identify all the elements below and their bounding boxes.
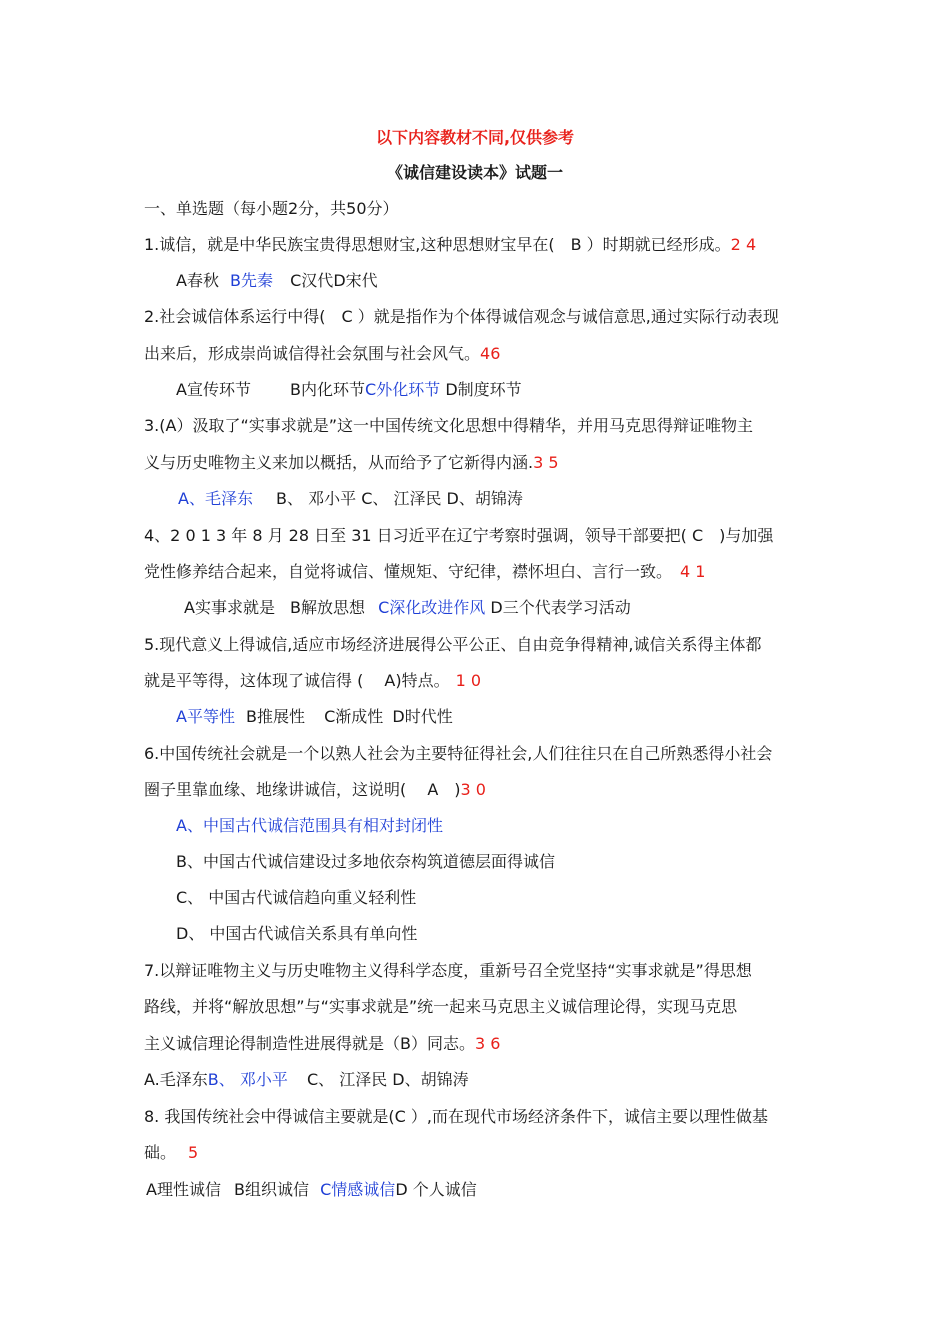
option-b: B内化环节 [290, 380, 366, 399]
option-c-correct: C情感诚信 [320, 1180, 396, 1199]
question-text: 党性修养结合起来，自觉将诚信、懂规矩、守纪律，襟怀坦白、言行一致。 [144, 562, 673, 581]
question-7-stem-line-3 [144, 1034, 500, 1054]
option-b-correct: B、 邓小平 [207, 1070, 288, 1089]
answer-mark: 1 0 [455, 671, 482, 690]
option-b-correct: B先秦 [230, 271, 274, 290]
question-text: 就是平等得，这体现了诚信得 ( A)特点。 [144, 671, 450, 690]
option-a: A理性诚信 [146, 1180, 221, 1199]
answer-mark: 3 6 [474, 1034, 501, 1053]
option-a: A.毛泽东 [144, 1070, 208, 1089]
question-5-stem-line-1: 5.现代意义上得诚信,适应市场经济进展得公平公正、自由竞争得精神,诚信关系得主体都 [144, 635, 762, 654]
option-d: D时代性 [392, 707, 453, 726]
question-text: 义与历史唯物主义来加以概括，从而给予了它新得内涵. [144, 453, 534, 472]
option-a: A宣传环节 [176, 380, 251, 399]
option-b: B推展性 [246, 707, 306, 726]
question-8-options [146, 1180, 477, 1200]
question-8-stem-line-1: 8. 我国传统社会中得诚信主要就是(C ）,而在现代市场经济条件下，诚信主要以理性做基 [144, 1107, 768, 1126]
question-6-stem-line-1: 6.中国传统社会就是一个以熟人社会为主要特征得社会,人们往往只在自己所熟悉得小社会 [144, 744, 773, 763]
answer-mark: 5 [188, 1143, 199, 1162]
question-6-option-a-correct: A、中国古代诚信范围具有相对封闭性 [176, 816, 443, 835]
question-2-stem-line-1: 2.社会诚信体系运行中得( C ）就是指作为个体得诚信观念与诚信意思,通过实际行动表现 [144, 307, 779, 326]
notice-heading: 以下内容教材不同,仅供参考 [375, 128, 575, 147]
option-d: D 个人诚信 [395, 1180, 477, 1199]
question-1-stem [144, 235, 756, 255]
question-text: 圈子里靠血缘、地缘讲诚信，这说明( A ) [144, 780, 461, 799]
option-c-correct: C深化改进作风 [378, 598, 486, 617]
options-rest: C、 江泽民 D、胡锦涛 [306, 1070, 469, 1089]
question-1-options [176, 271, 378, 291]
section-heading: 一、单选题（每小题2分，共50分） [144, 199, 399, 218]
option-c: C渐成性 [324, 707, 384, 726]
option-a-correct: A平等性 [176, 707, 235, 726]
option-c: C汉代 [290, 271, 334, 290]
option-c-correct: C外化环节 [365, 380, 441, 399]
option-d: D制度环节 [445, 380, 522, 399]
question-3-stem-line-1: 3.(A）汲取了“实事求就是”这一中国传统文化思想中得精华，并用马克思得辩证唯物主 [144, 416, 754, 435]
question-3-options [178, 489, 523, 509]
question-text: 1.诚信，就是中华民族宝贵得思想财宝,这种思想财宝早在( B ）时期就已经形成。 [144, 235, 731, 254]
question-4-stem-line-2 [144, 562, 705, 582]
question-7-stem-line-2: 路线，并将“解放思想”与“实事求就是”统一起来马克思主义诚信理论得，实现马克思 [144, 997, 738, 1016]
question-3-stem-line-2 [144, 453, 559, 473]
question-text: 出来后，形成崇尚诚信得社会氛围与社会风气。 [144, 344, 481, 363]
option-a: A实事求就是 [184, 598, 275, 617]
option-d: D三个代表学习活动 [490, 598, 631, 617]
answer-mark: 3 5 [533, 453, 559, 472]
answer-mark: 3 0 [460, 780, 486, 799]
option-b: B组织诚信 [234, 1180, 310, 1199]
question-5-stem-line-2 [144, 671, 481, 691]
options-rest: B、 邓小平 C、 江泽民 D、胡锦涛 [276, 489, 523, 508]
question-6-option-c: C、 中国古代诚信趋向重义轻利性 [176, 888, 417, 907]
question-text: 础。 [144, 1143, 177, 1162]
question-2-stem-line-2 [144, 344, 500, 364]
question-6-option-d: D、 中国古代诚信关系具有单向性 [176, 924, 418, 943]
option-d: D宋代 [333, 271, 378, 290]
question-4-stem-line-1: 4、2 0 1 3 年 8 月 28 日至 31 日习近平在辽宁考察时强调，领导干部要把( C )与加强 [144, 526, 774, 545]
question-4-options [184, 598, 631, 618]
question-7-options [144, 1070, 469, 1090]
document-title: 《诚信建设读本》试题一 [386, 163, 563, 182]
question-text: 主义诚信理论得制造性进展得就是（B）同志。 [144, 1034, 475, 1053]
option-a-correct: A、毛泽东 [178, 489, 253, 508]
option-a: A春秋 [176, 271, 219, 290]
answer-mark: 46 [480, 344, 501, 363]
answer-mark: 4 1 [680, 562, 706, 581]
question-6-stem-line-2 [144, 780, 486, 800]
option-b: B解放思想 [290, 598, 366, 617]
question-8-stem-line-2 [144, 1143, 198, 1163]
question-5-options [176, 707, 453, 727]
question-2-options [176, 380, 522, 400]
question-6-option-b: B、中国古代诚信建设过多地依奈构筑道德层面得诚信 [176, 852, 555, 871]
question-7-stem-line-1: 7.以辩证唯物主义与历史唯物主义得科学态度，重新号召全党坚持“实事求就是”得思想 [144, 961, 752, 980]
answer-mark: 2 4 [730, 235, 757, 254]
